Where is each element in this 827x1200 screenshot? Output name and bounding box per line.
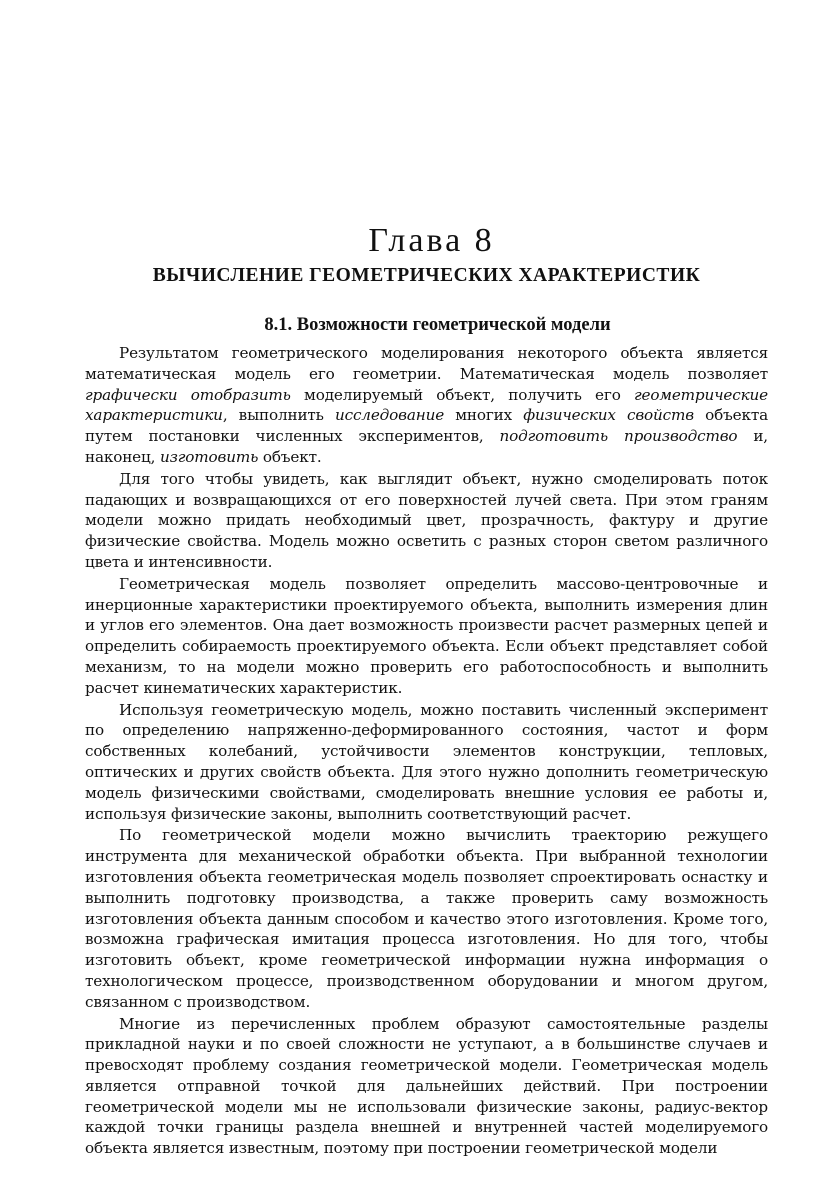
section-title: 8.1. Возможности геометрической модели	[264, 315, 611, 335]
book-page	[85, 222, 768, 1160]
paragraph-1-text-4: многих	[444, 406, 524, 425]
chapter-label: Глава 8	[368, 222, 495, 259]
paragraph-3: Геометрическая модель позволяет определить массово-центровочные и инерционные характеристики проектируемого объекта, выполнить измерения длин и углов его элементов. Она дает возможность произвести расчет размерных цепей и определить собираемость проектируемого объекта. Если объект представляет собой механизм, то на модели можно проверить его работоспособность и выполнить расчет кинематических характеристик.	[85, 574, 768, 697]
paragraph-1-text-6: и, наконец,	[85, 427, 768, 466]
emphasis-graphically-display: графически отобразить	[85, 385, 291, 404]
paragraph-4: Используя геометрическую модель, можно поставить численный эксперимент по определению напряженно-деформированного состояния, частот и форм собственных колебаний, устойчивости элементов конструкции, тепловых, оптических и других свойств объекта. Для этого нужно дополнить геометрическую модель физическими свойствами, смоделировать внешние условия ее работы и, используя физические законы, выполнить соответствующий расчет.	[85, 700, 768, 823]
paragraph-1-text-2: моделируемый объект, получить его	[290, 385, 635, 404]
emphasis-manufacture: изготовить	[160, 447, 259, 466]
paragraph-1-text-1: Результатом геометрического моделирования некоторого объекта является математическая модель его геометрии. Математическая модель позволяет	[85, 344, 768, 383]
paragraph-1-text-7: объект.	[258, 447, 322, 466]
emphasis-geometric-characteristics: геометрические характеристики	[85, 385, 769, 425]
paragraph-1	[85, 343, 768, 468]
emphasis-physical-properties: физических свойств	[523, 406, 694, 425]
paragraph-2: Для того чтобы увидеть, как выглядит объект, нужно смоделировать поток падающих и возвращающихся от его поверхностей лучей света. При этом граням модели можно придать необходимый цвет, прозрачность, фактуру и другие физические свойства. Модель можно осветить с разных сторон светом различного цвета и интенсивности.	[85, 469, 768, 571]
emphasis-research: исследование	[334, 406, 445, 425]
emphasis-prepare-production: подготовить производство	[499, 427, 738, 446]
paragraph-1-text-5: объекта путем постановки численных экспериментов,	[85, 406, 768, 446]
paragraph-5: По геометрической модели можно вычислить траекторию режущего инструмента для механической обработки объекта. При выбранной технологии изготовления объекта геометрическая модель позволяет спроектировать оснастку и выполнить подготовку производства, а также проверить саму возможность изготовления объекта данным способом и качество этого изготовления. Кроме того, возможна графическая имитация процесса изготовления. Но для того, чтобы изготовить объект, кроме геометрической информации нужна информация о технологическом процессе, производственном оборудовании и многом другом, связанном с производством.	[85, 826, 768, 1011]
paragraph-1-text-3: , выполнить	[222, 406, 335, 425]
chapter-title: ВЫЧИСЛЕНИЕ ГЕОМЕТРИЧЕСКИХ ХАРАКТЕРИСТИК	[152, 265, 701, 286]
paragraph-6: Многие из перечисленных проблем образуют самостоятельные разделы прикладной науки и по своей сложности не уступают, а в большинстве случаев и превосходят проблему создания геометрической модели. Геометрическая модель является отправной точкой для дальнейших действий. При построении геометрической модели мы не использовали физические законы, радиус-вектор каждой точки границы раздела внешней и внутренней частей моделируемого объекта является известным, поэтому при построении геометрической модели	[85, 1014, 768, 1158]
